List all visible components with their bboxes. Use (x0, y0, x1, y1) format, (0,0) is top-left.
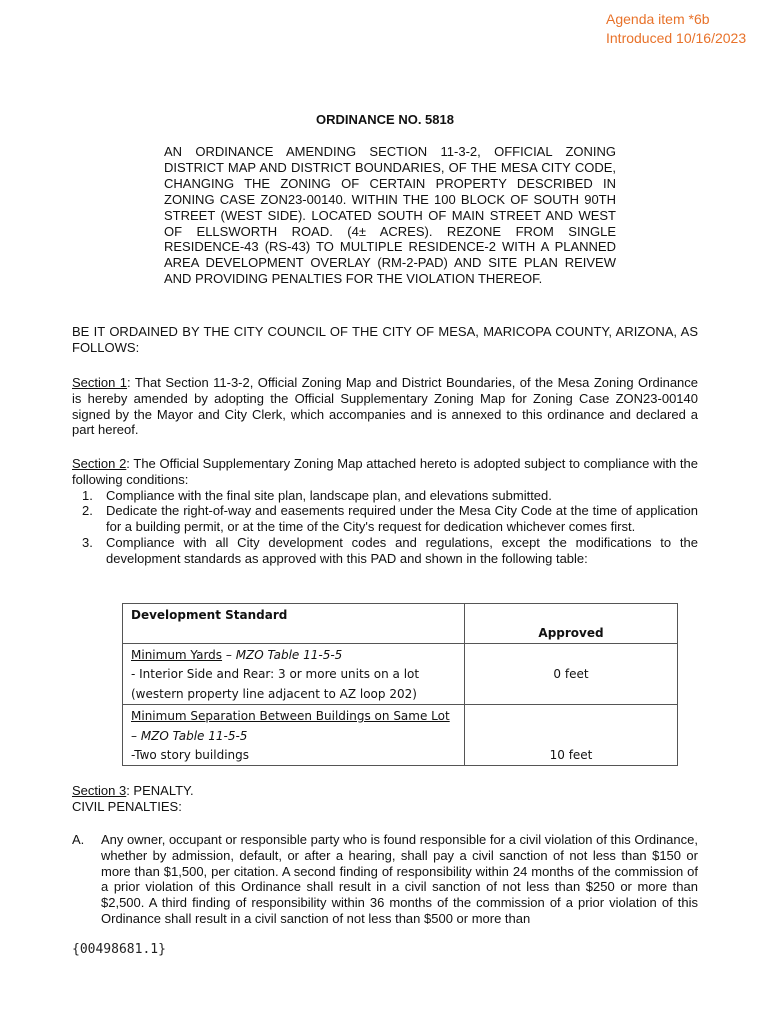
condition-item (72, 488, 698, 504)
header-approved-cell (465, 604, 678, 644)
penalty-item-a (72, 832, 698, 927)
approved-cell (465, 705, 678, 766)
condition-text: Dedicate the right-of-way and easements required under the Mesa City Code at the time of application for a building permit, or at the time of the City's request for dedication whichever comes first. (106, 503, 698, 535)
table-header-row (123, 604, 678, 644)
condition-item (72, 503, 698, 535)
condition-number: 1. (82, 487, 93, 503)
condition-text: Compliance with the final site plan, landscape plan, and elevations submitted. (106, 487, 552, 503)
development-standards-table (122, 603, 678, 766)
agenda-item-line: Agenda item *6b (606, 11, 710, 27)
condition-number: 2. (82, 503, 93, 519)
header-approved: Approved (538, 625, 604, 640)
section-2-intro (72, 456, 698, 488)
ordinance-title: ORDINANCE NO. 5818 (316, 112, 454, 127)
ordinance-caption: AN ORDINANCE AMENDING SECTION 11-3-2, OFFICIAL ZONING DISTRICT MAP AND DISTRICT BOUNDARIES, OF THE MESA CITY CODE, CHANGING THE ZONING OF CERTAIN PROPERTY DESCRIBED IN ZONING CASE ZON23-00140. WITHIN THE 100 BLOCK OF SOUTH 90TH STREET (WEST SIDE). LOCATED SOUTH OF MAIN STREET AND WEST OF ELLSWORTH ROAD. (4± ACRES). REZONE FROM SINGLE RESIDENCE-43 (RS-43) TO MULTIPLE RESIDENCE-2 WITH A PLANNED AREA DEVELOPMENT OVERLAY (RM-2-PAD) AND SITE PLAN REIVEW AND PROVIDING PENALTIES FOR THE VIOLATION THEREOF. (164, 144, 616, 287)
section-3-label: Section 3 (72, 783, 127, 798)
standard-reference: MZO Table 11-5-5 (235, 648, 343, 662)
section-1-text: : That Section 11-3-2, Official Zoning Map and District Boundaries, of the Mesa Zoning Ordinance is hereby amended by adopting the Official Supplementary Zoning Map for Zoning Case ZON23-00140 signed by the Mayor and City Clerk, which accompanies and is annexed to this ordinance and declared a part hereof. (72, 375, 699, 438)
section-1 (72, 375, 698, 438)
standard-reference: MZO Table 11-5-5 (140, 728, 248, 743)
header-standard: Development Standard (131, 608, 288, 622)
introduced-date-line: Introduced 10/16/2023 (606, 30, 747, 46)
condition-number: 3. (82, 534, 93, 550)
header-standard-cell (123, 604, 465, 644)
standard-detail: (western property line adjacent to AZ loop 202) (131, 686, 417, 701)
condition-item (72, 535, 698, 567)
approved-value: 0 feet (553, 667, 589, 681)
civil-penalties-heading: CIVIL PENALTIES: (72, 798, 182, 814)
section-2 (72, 456, 698, 567)
approved-value: 10 feet (549, 748, 593, 763)
conditions-list (72, 488, 698, 567)
section-1-label: Section 1 (72, 375, 128, 390)
agenda-stamp (606, 10, 746, 48)
standard-title: Minimum Yards (131, 648, 223, 662)
standard-cell (123, 644, 465, 705)
standard-detail: - Interior Side and Rear: 3 or more units on a lot (131, 667, 420, 682)
standard-cell (123, 705, 465, 766)
section-3 (72, 783, 698, 815)
penalty-text: Any owner, occupant or responsible party who is found responsible for a civil violation of this Ordinance, whether by admission, default, or after a hearing, shall pay a civil sanction of not less than $150 or more than $1,500, per citation. A second finding of responsibility within 24 months of the commission of a prior violation of this Ordinance shall result in a civil sanction of not less than $250 or more than $2,500. A third finding of responsibility within 36 months of the commission of a prior violation of this Ordinance shall result in a civil sanction of not less than $500 or more than (101, 832, 698, 926)
condition-text: Compliance with all City development codes and regulations, except the modifications to the development standards as approved with this PAD and shown in the following table: (106, 534, 698, 566)
standard-separator: – (131, 728, 141, 743)
approved-cell (465, 644, 678, 705)
ordained-clause: BE IT ORDAINED BY THE CITY COUNCIL OF THE CITY OF MESA, MARICOPA COUNTY, ARIZONA, AS FOLLOWS: (72, 324, 698, 355)
document-id: {00498681.1} (72, 942, 166, 957)
standard-separator: – (222, 648, 236, 662)
standard-title: Minimum Separation Between Buildings on Same Lot (131, 709, 450, 724)
table-row (123, 705, 678, 766)
section-3-heading: : PENALTY. (126, 783, 194, 798)
standard-detail: -Two story buildings (131, 748, 250, 763)
section-2-label: Section 2 (72, 456, 127, 471)
penalty-letter: A. (72, 832, 85, 847)
table-row (123, 644, 678, 705)
section-2-text: : The Official Supplementary Zoning Map attached hereto is adopted subject to compliance with the following conditions: (72, 456, 698, 487)
